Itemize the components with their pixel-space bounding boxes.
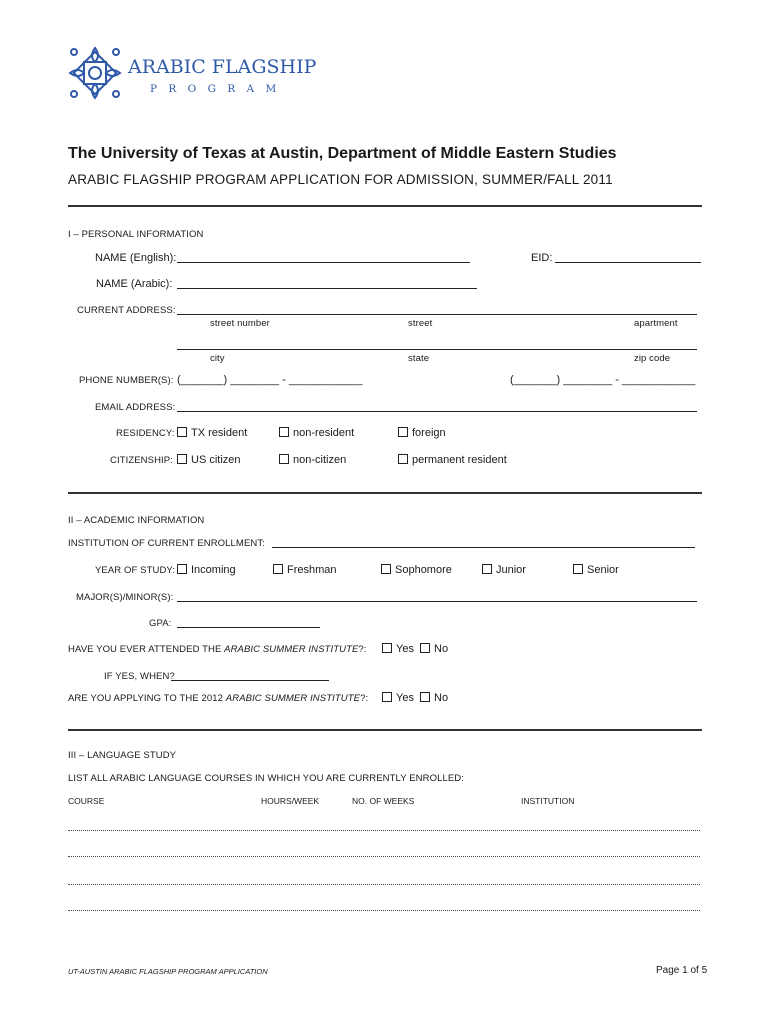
- citizenship-label: CITIZENSHIP:: [110, 455, 173, 466]
- checkbox-icon[interactable]: [482, 564, 492, 574]
- address-line-2-field[interactable]: [177, 349, 697, 350]
- column-hours: HOURS/WEEK: [261, 796, 320, 806]
- institution-field[interactable]: [272, 547, 695, 548]
- residency-option-tx[interactable]: TX resident: [177, 427, 247, 439]
- phone-field-2[interactable]: (_______) ________ - ____________: [510, 374, 696, 386]
- city-caption: city: [210, 353, 225, 364]
- eid-field[interactable]: [555, 262, 701, 263]
- attended-question: HAVE YOU EVER ATTENDED THE ARABIC SUMMER INSTITUTE?:: [68, 644, 367, 655]
- applying-question: ARE YOU APPLYING TO THE 2012 ARABIC SUMMER INSTITUTE?:: [68, 693, 369, 704]
- year-label: YEAR OF STUDY:: [95, 565, 176, 576]
- major-field[interactable]: [177, 601, 697, 602]
- checkbox-icon[interactable]: [420, 692, 430, 702]
- state-caption: state: [408, 353, 430, 364]
- logo-title: ARABIC FLAGSHIP: [128, 56, 317, 78]
- course-row-line[interactable]: [68, 884, 700, 885]
- checkbox-icon[interactable]: [573, 564, 583, 574]
- attended-yes-option[interactable]: Yes: [382, 643, 414, 655]
- applying-no-option[interactable]: No: [420, 692, 448, 704]
- street-number-caption: street number: [210, 318, 270, 329]
- course-row-line[interactable]: [68, 830, 700, 831]
- email-label: EMAIL ADDRESS:: [95, 402, 176, 413]
- year-option-sophomore[interactable]: Sophomore: [381, 564, 452, 576]
- name-arabic-label: NAME (Arabic):: [96, 278, 173, 290]
- language-instruction: LIST ALL ARABIC LANGUAGE COURSES IN WHICH YOU ARE CURRENTLY ENROLLED:: [68, 773, 464, 784]
- section-divider-1: [68, 492, 702, 494]
- section-personal-heading: I – PERSONAL INFORMATION: [68, 229, 204, 240]
- name-arabic-field[interactable]: [177, 288, 477, 289]
- page-number: Page 1 of 5: [656, 965, 708, 976]
- residency-option-nonresident[interactable]: non-resident: [279, 427, 354, 439]
- column-weeks: NO. OF WEEKS: [352, 796, 415, 806]
- name-english-field[interactable]: [177, 262, 470, 263]
- address-label: CURRENT ADDRESS:: [77, 305, 176, 316]
- checkbox-icon[interactable]: [177, 564, 187, 574]
- eid-label: EID:: [531, 252, 553, 264]
- section-language-heading: III – LANGUAGE STUDY: [68, 750, 177, 761]
- residency-label: RESIDENCY:: [116, 428, 175, 439]
- checkbox-icon[interactable]: [381, 564, 391, 574]
- year-option-junior[interactable]: Junior: [482, 564, 526, 576]
- if-yes-field[interactable]: [171, 680, 329, 681]
- logo: [66, 44, 316, 104]
- page-subtitle: ARABIC FLAGSHIP PROGRAM APPLICATION FOR ADMISSION, SUMMER/FALL 2011: [68, 172, 613, 187]
- email-field[interactable]: [177, 411, 697, 412]
- course-row-line[interactable]: [68, 910, 700, 911]
- checkbox-icon[interactable]: [177, 454, 187, 464]
- year-option-freshman[interactable]: Freshman: [273, 564, 337, 576]
- citizenship-option-permanent[interactable]: permanent resident: [398, 454, 507, 466]
- checkbox-icon[interactable]: [177, 427, 187, 437]
- checkbox-icon[interactable]: [273, 564, 283, 574]
- checkbox-icon[interactable]: [382, 643, 392, 653]
- checkbox-icon[interactable]: [279, 427, 289, 437]
- if-yes-label: IF YES, WHEN?: [104, 671, 175, 682]
- apartment-caption: apartment: [634, 318, 678, 329]
- name-english-label: NAME (English):: [95, 252, 177, 264]
- citizenship-option-us[interactable]: US citizen: [177, 454, 241, 466]
- checkbox-icon[interactable]: [382, 692, 392, 702]
- section-academic-heading: II – ACADEMIC INFORMATION: [68, 515, 205, 526]
- footer-title: UT-AUSTIN ARABIC FLAGSHIP PROGRAM APPLICATION: [68, 967, 268, 976]
- checkbox-icon[interactable]: [420, 643, 430, 653]
- header-divider: [68, 205, 702, 207]
- column-institution: INSTITUTION: [521, 796, 575, 806]
- page-title: The University of Texas at Austin, Department of Middle Eastern Studies: [68, 145, 617, 162]
- street-caption: street: [408, 318, 433, 329]
- gpa-field[interactable]: [177, 627, 320, 628]
- checkbox-icon[interactable]: [398, 427, 408, 437]
- gpa-label: GPA:: [149, 618, 172, 629]
- citizenship-option-noncitizen[interactable]: non-citizen: [279, 454, 346, 466]
- institution-label: INSTITUTION OF CURRENT ENROLLMENT:: [68, 538, 265, 549]
- address-line-1-field[interactable]: [177, 314, 697, 315]
- column-course: COURSE: [68, 796, 105, 806]
- residency-option-foreign[interactable]: foreign: [398, 427, 446, 439]
- major-label: MAJOR(S)/MINOR(S):: [76, 592, 174, 603]
- logo-subtitle: P R O G R A M: [150, 83, 281, 95]
- year-option-senior[interactable]: Senior: [573, 564, 619, 576]
- attended-no-option[interactable]: No: [420, 643, 448, 655]
- checkbox-icon[interactable]: [279, 454, 289, 464]
- arabesque-logo-icon: [66, 44, 124, 102]
- section-divider-2: [68, 729, 702, 731]
- phone-field-1[interactable]: (_______) ________ - ____________: [177, 374, 363, 386]
- checkbox-icon[interactable]: [398, 454, 408, 464]
- year-option-incoming[interactable]: Incoming: [177, 564, 236, 576]
- applying-yes-option[interactable]: Yes: [382, 692, 414, 704]
- course-row-line[interactable]: [68, 856, 700, 857]
- zip-caption: zip code: [634, 353, 671, 364]
- phone-label: PHONE NUMBER(S):: [79, 375, 174, 386]
